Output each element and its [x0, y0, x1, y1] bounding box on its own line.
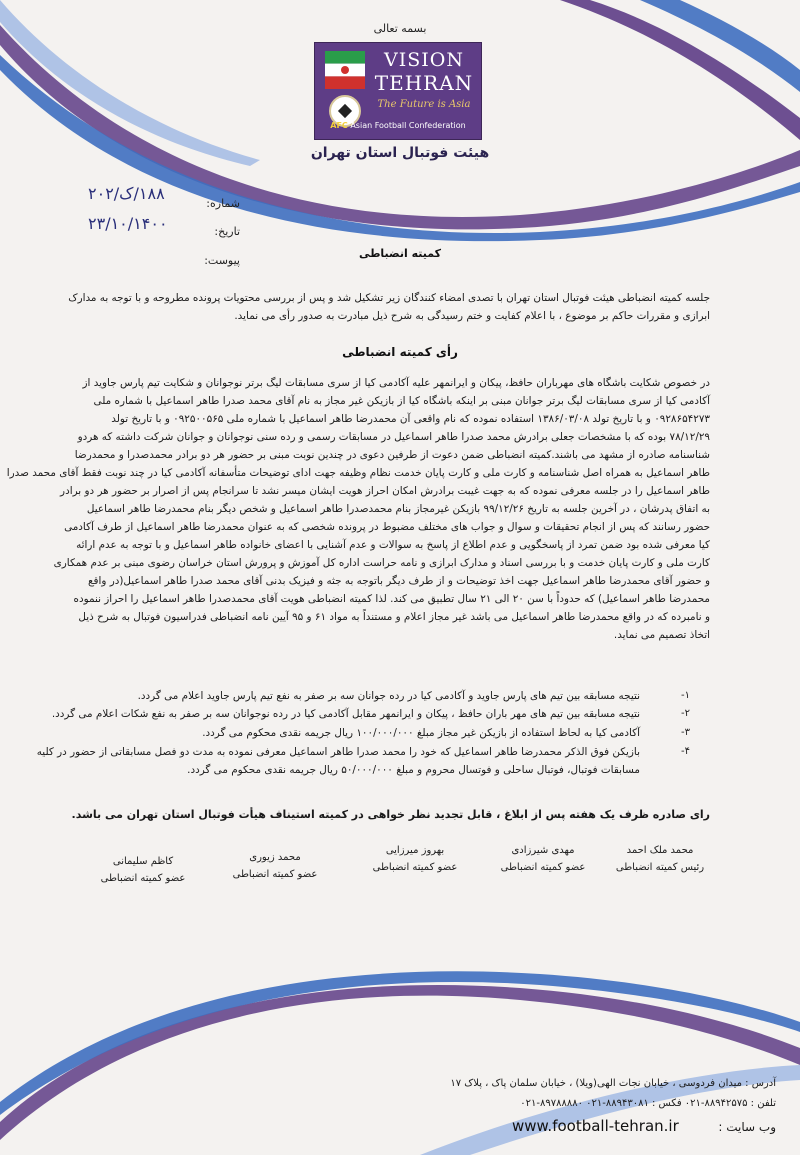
iran-flag-icon — [325, 51, 365, 89]
signatory — [488, 845, 598, 873]
ruling-number: ۳- — [681, 727, 690, 738]
signatory-role: عضو کمیته انضباطی — [100, 873, 186, 884]
signatory — [360, 845, 470, 873]
intro-line: ابرازی و مقررات حاکم بر موضوع ، با اعلام کفایت و ختم رسیدگی به شرح ذیل مبادرت به صدور رأی می نماید. — [234, 310, 710, 322]
afc-confederation: Asian Football Confederation — [350, 121, 466, 130]
attachment-label: پیوست: — [204, 254, 240, 267]
signatory-name: محمد ملک احمد — [626, 845, 694, 856]
verdict-title: رأی کمیته انضباطی — [342, 345, 458, 359]
ruling-text: مسابقات فوتبال، فوتبال ساحلی و فوتسال محروم و مبلغ ۵۰/۰۰۰/۰۰۰ ریال جریمه نقدی محکوم می گردد. — [187, 764, 640, 776]
body-line: محمدرضا طاهر اسماعیل) که حدوداً با سن ۲۰ الی ۲۱ سال تطبیق می کند. لذا کمیته انضباطی هویت آقای محمدصدرا طاهر اسماعیل را احراز ننموده — [73, 593, 710, 605]
body-line: و نامبرده که در واقع محمدرضا طاهر اسماعیل می باشد غیر مجاز اعلام و مستنداً به مواد ۶۱ و ۹۵ آیین نامه انضباطی فدراسیون فوتبال به شرح ذیل — [78, 611, 710, 623]
org-name: هیئت فوتبال استان تهران — [310, 145, 490, 161]
footer-website-link[interactable]: www.football-tehran.ir — [512, 1117, 679, 1135]
bottom-swoosh-decoration — [0, 890, 800, 1155]
signatory-name: کاظم سلیمانی — [112, 856, 174, 867]
logo-vision-text: VISION — [384, 49, 464, 71]
ruling-text: نتیجه مسابقه بین تیم های مهر باران حافظ ، پیکان و ایرانمهر مقابل آکادمی کیا در رده نوجوانان سه بر صفر به نفع شکات اعلام می گردد. — [51, 708, 640, 720]
body-line: طاهر اسماعیل را در جلسه معرفی نموده که به جهت غیبت برادرش امکان احراز هویت ایشان میسر نشد تا سرانجام پس از اصرار بر حضور هر دو برادر — [60, 485, 710, 497]
logo-tehran-text: TEHRAN — [374, 71, 474, 95]
signatory — [88, 856, 198, 884]
intro-line: جلسه کمیته انضباطی هیئت فوتبال استان تهران با تصدی امضاء کنندگان زیر تشکیل شد و پس از بررسی محتویات پرونده مطروحه و با توجه به مدارک — [68, 292, 710, 304]
number-value: ۱۸۸/ک/۲۰۲ — [88, 184, 165, 203]
number-label: شماره: — [206, 197, 240, 210]
body-line: به اتفاق پدرشان ، در آخرین جلسه به تاریخ ۹۹/۱۲/۲۶ بازیکن غیرمجاز بنام محمدصدرا طاهر اسماعیل و شخص دیگر بنام محمدرضا طاهر اسماعیل — [86, 503, 710, 515]
body-line: حضور رسانند که پس از انجام تحقیقات و سوال و جواب های مختلف مضبوط در پرونده شخصی که به عنوان محمدرضا طاهر اسماعیل از طرف آکادمی — [64, 521, 710, 533]
footer-phone: تلفن : ۸۸۹۴۲۵۷۵-۰۲۱ فکس : ۸۸۹۴۳۰۸۱-۰۲۱ ۸۹۷۸۸۸۸۰-۰۲۱ — [520, 1098, 776, 1109]
body-line: طاهر اسماعیل به همراه اصل شناسنامه و کارت ملی و کارت پایان خدمت نظام وظیفه جهت ادای توضیحات متأسفانه آکادمی کیا در چند نوبت فقط آقای محمد صدرا — [6, 467, 710, 479]
body-line: در خصوص شکایت باشگاه های مهرباران حافظ، پیکان و ایرانمهر علیه آکادمی کیا از سری مسابقات لیگ برتر نوجوانان و شکایت تیم پارس جاوید از — [82, 377, 710, 389]
signatory-name: بهروز میرزایی — [385, 845, 445, 856]
body-line: و حضور آقای محمدرضا طاهر اسماعیل جهت اخذ توضیحات و از طرف دیگر باتوجه به جثه و فیزیک بدنی آقای محمد صدرا طاهر اسماعیل(در واقع — [88, 575, 710, 587]
committee-title: کمیته انضباطی — [358, 247, 442, 260]
logo-tagline: The Future is Asia — [377, 99, 471, 110]
footer-website-label: وب سایت : — [718, 1120, 776, 1134]
body-line: ۷۸/۱۲/۲۹ بوده که با مشخصات جعلی برادرش محمد صدرا طاهر اسماعیل در مسابقات رسمی و رده سنی نوجوانان و جوانان شرکت داشته که هردو — [77, 431, 710, 443]
date-label: تاریخ: — [214, 225, 240, 238]
ruling-number: ۴- — [681, 746, 690, 757]
ruling-number: ۱- — [681, 690, 690, 701]
body-line: آکادمی کیا از سری مسابقات لیگ برتر جوانان مبنی بر اینکه باشگاه کیا از بازیکن غیر مجاز به نام آقای محمد صدرا طاهر اسماعیل با شماره ملی — [93, 395, 710, 407]
basmala: بسمه تعالی — [373, 22, 427, 35]
ruling-number: ۲- — [681, 708, 690, 719]
signatory-role: عضو کمیته انضباطی — [500, 862, 586, 873]
vision-tehran-logo — [314, 42, 482, 140]
body-line: کیا معرفی شده بود ضمن تمرد از پاسخگویی و عدم اطلاع از پاسخ به سوالات و عدم آشنایی با اعضای خانواده طاهر اسماعیل و با توجه به عدم ارائه — [76, 539, 710, 551]
body-line: کارت ملی و کارت پایان خدمت و با بررسی اسناد و مدارک ابرازی و نامه حراست اداره کل آموزش و پرورش استان خراسان رضوی مبنی بر عدم همکاری — [53, 557, 710, 569]
footer-address: آدرس : میدان فردوسی ، خیابان نجات الهی(ویلا) ، خیابان سلمان پاک ، پلاک ۱۷ — [450, 1078, 776, 1089]
signatory — [605, 845, 715, 873]
signatory-role: عضو کمیته انضباطی — [372, 862, 458, 873]
body-line: ۰۹۲۸۶۵۴۲۷۳ و با تاریخ تولد ۱۳۸۶/۰۳/۰۸ استفاده نموده که نام واقعی آن محمدرضا طاهر اسماعیل با شماره ملی ۰۹۲۵۰۰۵۶۵ و با تاریخ تولد — [111, 413, 710, 425]
ruling-text: بازیکن فوق الذکر محمدرضا طاهر اسماعیل که خود را محمد صدرا طاهر اسماعیل معرفی نموده به مدت دو فصل مسابقاتی از حضور در کلیه — [36, 746, 640, 758]
afc-mark: AFC — [330, 121, 348, 130]
appeal-note: رای صادره ظرف یک هفته پس از ابلاغ ، قابل تجدید نظر خواهی در کمیته استیناف هیأت فوتبال استان تهران می باشد. — [71, 808, 710, 821]
logo-afc-line — [319, 121, 477, 130]
date-value: ۲۳/۱۰/۱۴۰۰ — [88, 214, 168, 233]
ruling-text: آکادمی کیا به لحاظ استفاده از بازیکن غیر مجاز مبلغ ۱۰۰/۰۰۰/۰۰۰ ریال جریمه نقدی محکوم می گردد. — [202, 727, 640, 739]
signatory-role: عضو کمیته انضباطی — [232, 869, 318, 880]
signatory-name: مهدی شیرزادی — [511, 845, 575, 856]
body-line: اتخاذ تصمیم می نماید. — [613, 629, 710, 641]
ruling-text: نتیجه مسابقه بین تیم های پارس جاوید و آکادمی کیا در رده جوانان سه بر صفر به نفع تیم پارس جاوید اعلام می گردد. — [137, 690, 640, 702]
body-line: شناسنامه صادره از مشهد می باشند.کمیته انضباطی ضمن دعوت از طرفین دعوی در چندین نوبت مبنی بر حضور هر دو برادر محمدصدرا و محمدرضا — [74, 449, 710, 461]
signatory — [220, 852, 330, 880]
signatory-name: محمد زیوری — [249, 852, 301, 863]
signatory-role: رئیس کمیته انضباطی — [615, 862, 705, 873]
